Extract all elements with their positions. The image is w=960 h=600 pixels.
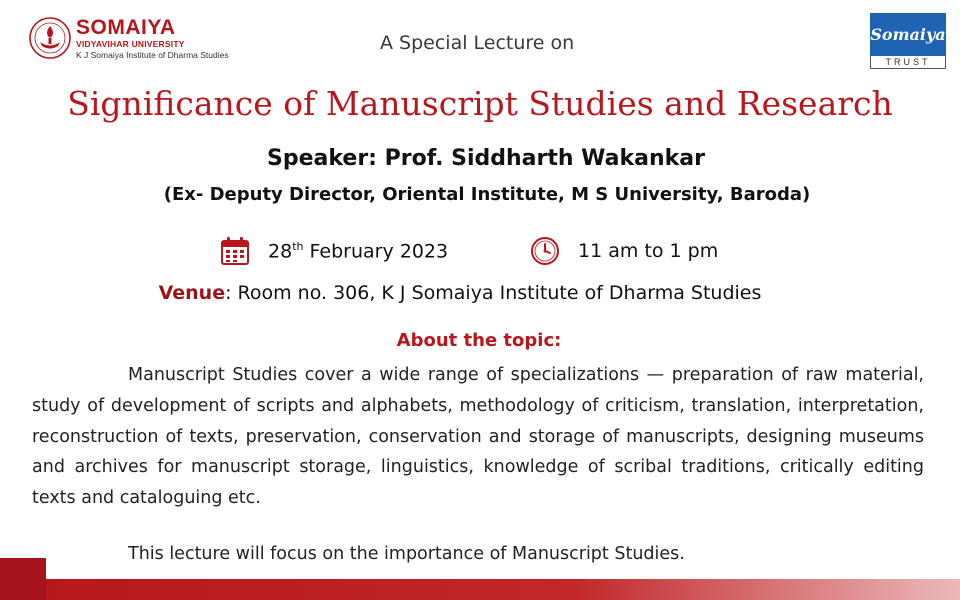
- venue-label: Venue: [158, 282, 226, 304]
- date-row: [220, 236, 448, 266]
- institute-name: K J Somaiya Institute of Dharma Studies: [76, 50, 229, 60]
- about-heading: About the topic:: [396, 330, 562, 351]
- somaiya-logo-icon: [28, 16, 72, 60]
- about-focus: This lecture will focus on the importance of Manuscript Studies.: [128, 544, 685, 564]
- university-name: SOMAIYA: [76, 15, 176, 39]
- intro-text: A Special Lecture on: [380, 32, 575, 54]
- footer-band: [0, 579, 960, 600]
- date-month-year: February 2023: [303, 240, 449, 263]
- university-logo-text: [76, 17, 229, 60]
- date-suffix: th: [292, 239, 304, 253]
- footer-block: [0, 558, 46, 600]
- trust-word: TRUST: [885, 57, 931, 67]
- lecture-date: [268, 240, 448, 262]
- venue-text: : Room no. 306, K J Somaiya Institute of Dharma Studies: [225, 282, 762, 304]
- trust-logo-badge: [870, 13, 946, 56]
- venue: [0, 282, 920, 304]
- time-row: [530, 236, 718, 266]
- speaker-affiliation: (Ex- Deputy Director, Oriental Institute, M S University, Baroda): [163, 184, 811, 205]
- university-logo: [28, 14, 238, 62]
- date-day: 28: [268, 240, 293, 263]
- trust-name: Somaiya: [870, 25, 946, 44]
- speaker-name: Speaker: Prof. Siddharth Wakankar: [267, 146, 705, 171]
- lecture-time: 11 am to 1 pm: [578, 240, 719, 262]
- trust-logo: [870, 13, 946, 69]
- calendar-icon: [220, 236, 250, 266]
- about-paragraph: Manuscript Studies cover a wide range of specializations — preparation of raw material, study of development of scripts and alphabets, methodology of criticism, translation, interpretation, reconstruction of texts, preservation, conservation and storage of manuscripts, designing museums and archives for manuscript storage, linguistics, knowledge of scribal traditions, critically editing texts and cataloguing etc.: [32, 365, 924, 509]
- lecture-title: Significance of Manuscript Studies and Research: [67, 84, 893, 123]
- trust-logo-caption: [870, 56, 946, 69]
- university-subtitle: VIDYAVIHAR UNIVERSITY: [76, 38, 185, 49]
- clock-icon: [530, 236, 560, 266]
